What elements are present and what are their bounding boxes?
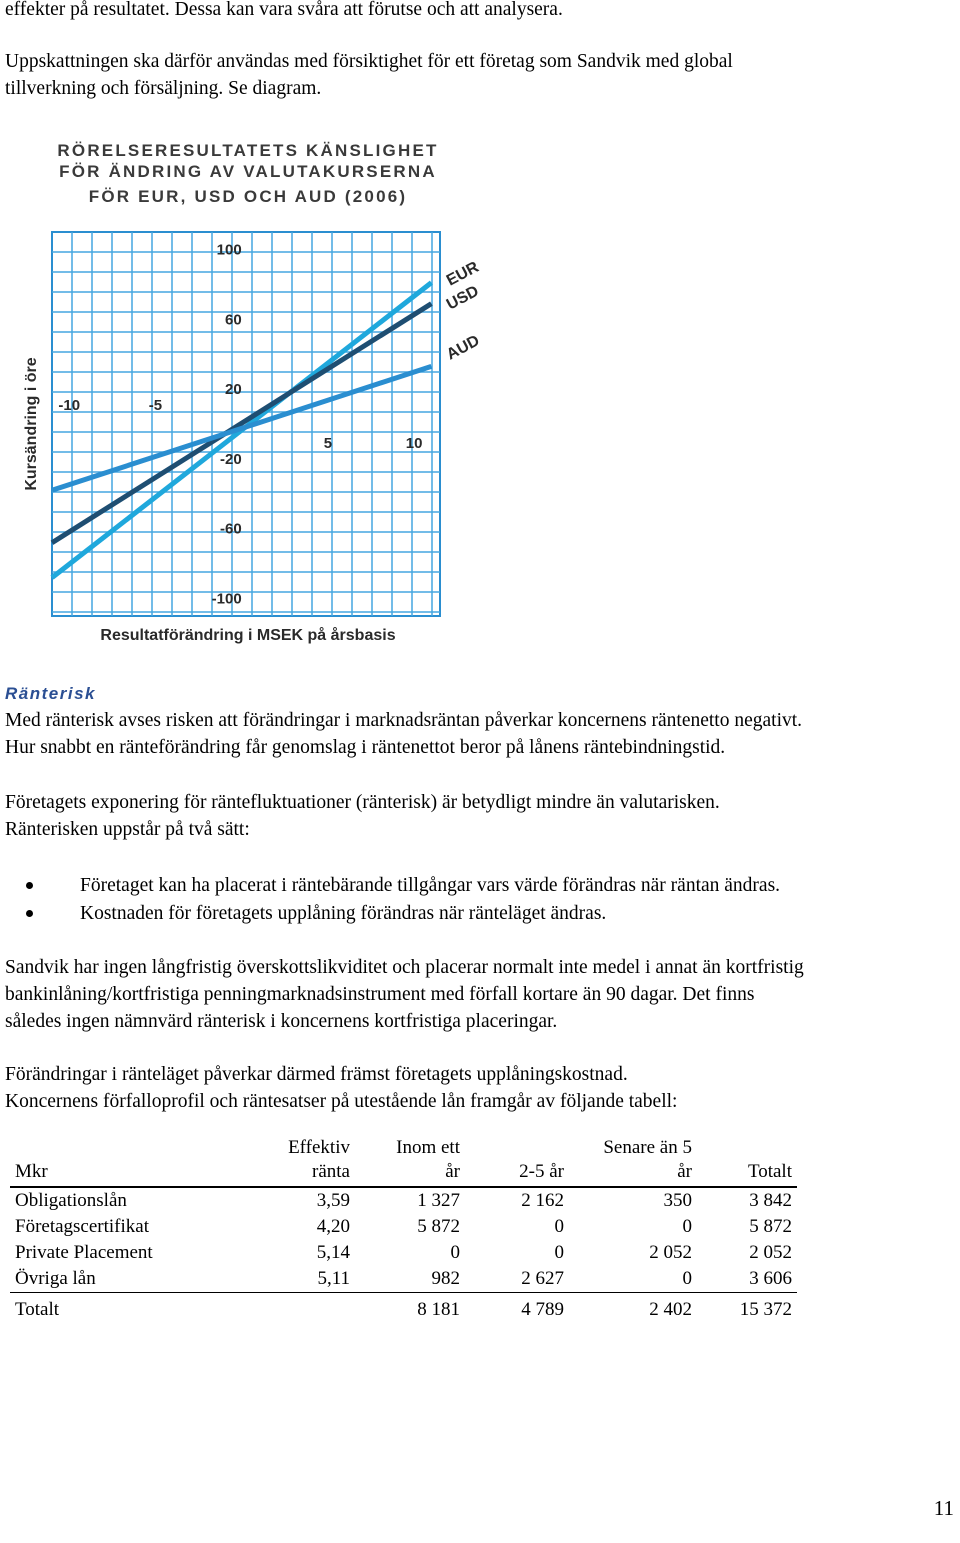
paragraph-3-line-3: således ingen nämnvärd ränterisk i koncernens kortfristiga placeringar. <box>5 1011 558 1032</box>
bullet-list <box>0 872 780 928</box>
table-cell: Företagscertifikat <box>15 1216 150 1237</box>
y-tick-label: 100 <box>216 241 242 259</box>
paragraph-3-line-1: Sandvik har ingen långfristig överskottslikviditet och placerar normalt inte medel i annat än kortfristig <box>5 957 804 978</box>
table-cell <box>270 1293 355 1324</box>
x-tick-label: 5 <box>323 435 333 452</box>
table-cell: 2 052 <box>749 1242 792 1263</box>
table-row <box>10 1187 797 1214</box>
table-cell: 3 842 <box>749 1190 792 1211</box>
page-number: 11 <box>933 1496 954 1520</box>
chart-series-labels <box>444 258 483 363</box>
intro-text-line-3: tillverkning och försäljning. Se diagram. <box>5 78 322 99</box>
series-label-aud: AUD <box>443 332 483 364</box>
y-tick-label: -100 <box>211 590 242 608</box>
header-mkr: Mkr <box>10 1136 270 1187</box>
table-total-row <box>10 1293 797 1324</box>
paragraph-4-line-1: Förändringar i ränteläget påverkar därmed främst företagets upplåningskostnad. <box>5 1064 628 1085</box>
table-cell: 3,59 <box>316 1190 350 1211</box>
list-item <box>0 872 780 900</box>
table-cell: 5 872 <box>417 1216 460 1237</box>
chart-title-line-3: FÖR EUR, USD OCH AUD (2006) <box>88 187 408 206</box>
table-cell: 350 <box>663 1190 692 1211</box>
table-row <box>10 1266 797 1293</box>
header-total: Totalt <box>697 1136 797 1187</box>
chart-y-axis-label: Kursändring i öre <box>23 357 40 491</box>
table-row <box>10 1240 797 1266</box>
chart-title-line-1: RÖRELSERESULTATETS KÄNSLIGHET <box>57 141 439 160</box>
paragraph-4-line-2: Koncernens förfalloprofil och räntesatser på utestående lån framgår av följande tabell: <box>5 1091 678 1112</box>
paragraph-3-line-2: bankinlåning/kortfristiga penningmarknadsinstrument med förfall kortare än 90 dagar. Det finns <box>5 984 755 1005</box>
list-item-text: Företaget kan ha placerat i räntebärande tillgångar vars värde förändras när räntan ändras. <box>80 875 781 896</box>
x-tick-label: 10 <box>405 435 423 452</box>
table-cell: 0 <box>554 1242 564 1263</box>
y-tick-label: -60 <box>220 520 242 538</box>
header-later-than-five-years: Senare än 5 år <box>569 1136 697 1187</box>
table-cell: 2 402 <box>649 1299 692 1320</box>
table-cell: 982 <box>355 1266 465 1293</box>
x-tick-label: -5 <box>148 397 163 414</box>
table-cell: 4 789 <box>521 1299 564 1320</box>
y-tick-label: 60 <box>225 311 242 329</box>
series-label-usd: USD <box>443 282 482 314</box>
table-cell: 5,11 <box>270 1266 355 1293</box>
table-cell: 1 327 <box>417 1190 460 1211</box>
table-cell: Totalt <box>15 1299 60 1320</box>
currency-sensitivity-chart <box>0 128 500 658</box>
intro-text-line-2: Uppskattningen ska därför användas med försiktighet för ett företag som Sandvik med global <box>5 51 733 72</box>
table-cell: 0 <box>450 1242 460 1263</box>
table-cell: 3 606 <box>697 1266 797 1293</box>
table-cell: 2 052 <box>649 1242 692 1263</box>
paragraph-2-line-1: Företagets exponering för räntefluktuationer (ränterisk) är betydligt mindre än valutarisken. <box>5 792 720 813</box>
section-heading-interest-risk: Ränterisk <box>5 684 96 703</box>
table-cell: 8 181 <box>417 1299 460 1320</box>
x-tick-label: -10 <box>58 397 81 414</box>
series-label-eur: EUR <box>443 258 482 290</box>
paragraph-1-line-1: Med ränterisk avses risken att förändringar i marknadsräntan påverkar koncernens räntenetto negativt. <box>5 710 803 731</box>
table-cell: 15 372 <box>739 1299 792 1320</box>
table-cell: 2 627 <box>465 1266 569 1293</box>
bullet-icon <box>26 882 33 889</box>
paragraph-2-line-2: Ränterisken uppstår på två sätt: <box>5 819 250 840</box>
table-cell: Private Placement <box>15 1242 153 1263</box>
table-cell: 2 162 <box>521 1190 564 1211</box>
paragraph-1-line-2: Hur snabbt en ränteförändring får genomslag i räntenettot beror på lånens räntebindningstid. <box>5 737 726 758</box>
intro-text-line-1: effekter på resultatet. Dessa kan vara svåra att förutse och att analysera. <box>5 0 563 20</box>
header-two-to-five-years: 2-5 år <box>465 1136 569 1187</box>
table-cell: 0 <box>682 1216 692 1237</box>
table-cell: Övriga lån <box>10 1266 270 1293</box>
list-item <box>0 900 780 928</box>
table-cell: Obligationslån <box>15 1190 127 1211</box>
table-cell: 5,14 <box>316 1242 350 1263</box>
list-item-text: Kostnaden för företagets upplåning förändras när ränteläget ändras. <box>80 903 607 924</box>
header-within-one-year: Inom ett år <box>355 1136 465 1187</box>
chart-title-line-2: FÖR ÄNDRING AV VALUTAKURSERNA <box>59 162 437 181</box>
y-tick-label: -20 <box>220 450 242 468</box>
bullet-icon <box>26 910 33 917</box>
y-tick-label: 20 <box>225 381 242 399</box>
header-effective-rate: Effektiv ränta <box>270 1136 355 1187</box>
table-cell: 0 <box>569 1266 697 1293</box>
table-header-row <box>10 1136 797 1187</box>
table-cell: 0 <box>554 1216 564 1237</box>
table-cell: 5 872 <box>749 1216 792 1237</box>
loan-maturity-table <box>10 1136 797 1323</box>
table-row <box>10 1214 797 1240</box>
table-cell: 4,20 <box>316 1216 350 1237</box>
chart-x-axis-label: Resultatförändring i MSEK på årsbasis <box>100 627 396 644</box>
